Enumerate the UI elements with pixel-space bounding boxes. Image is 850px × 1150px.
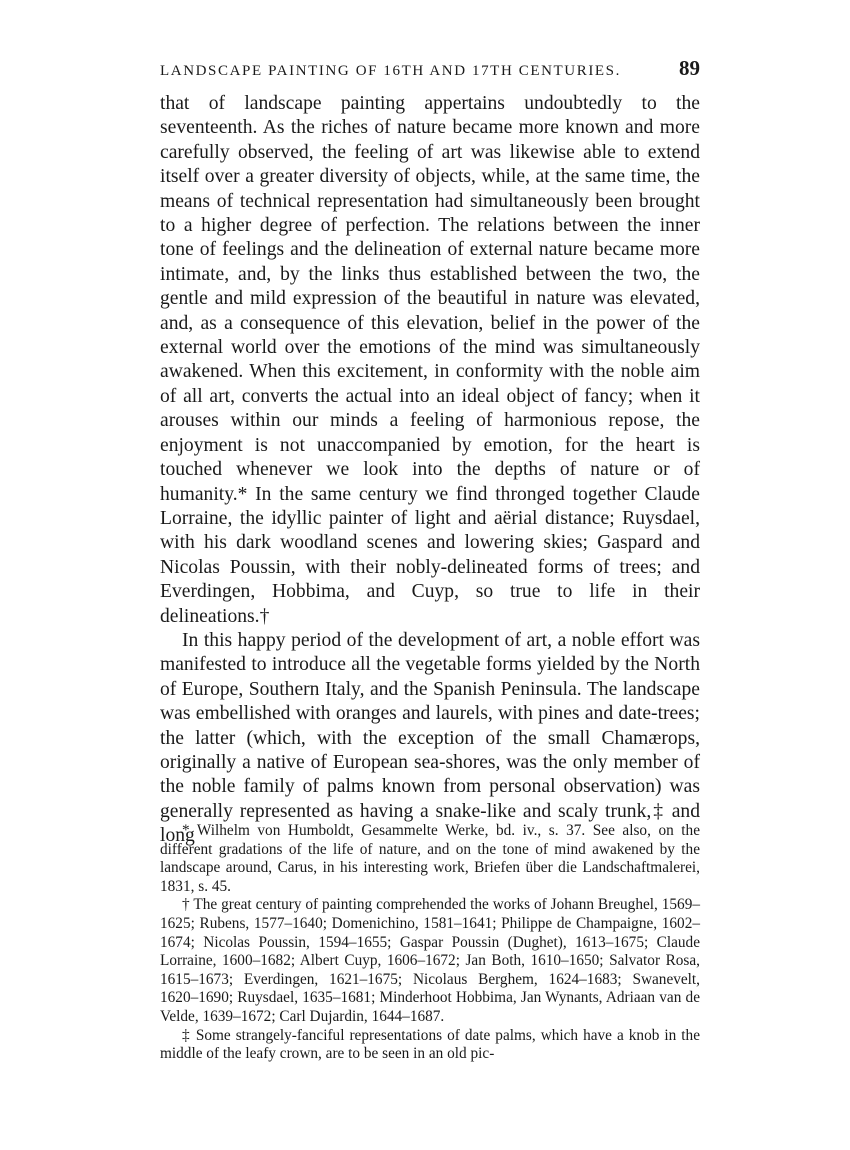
footnotes bbox=[160, 822, 700, 1064]
running-head bbox=[160, 56, 700, 81]
body-text bbox=[160, 92, 700, 849]
footnote: † The great century of painting comprehended the works of Johann Breughel, 1569–1625; Rubens, 1577–1640; Domenichino, 1581–1641; Philippe de Champaigne, 1602–1674; Nicolas Poussin, 1594–1655; Gaspar Poussin (Dughet), 1613–1675; Claude Lorraine, 1600–1682; Albert Cuyp, 1606–1672; Jan Both, 1610–1650; Salvator Rosa, 1615–1673; Everdingen, 1621–1675; Nicolaus Berghem, 1624–1683; Swanevelt, 1620–1690; Ruysdael, 1635–1681; Minderhoot Hobbima, Jan Wynants, Adriaan van de Velde, 1639–1672; Carl Dujardin, 1644–1687. bbox=[160, 896, 700, 1025]
footnote: * Wilhelm von Humboldt, Gesammelte Werke, bd. iv., s. 37. See also, on the different gradations of the life of nature, and on the tone of mind awakened by the landscape around, Carus, in his interesting work, Briefen über die Landschaftmalerei, 1831, s. 45. bbox=[160, 822, 700, 895]
footnote: ‡ Some strangely-fanciful representations of date palms, which have a knob in the middle of the leafy crown, are to be seen in an old pic- bbox=[160, 1026, 700, 1063]
running-title: LANDSCAPE PAINTING OF 16TH AND 17TH CENTURIES. bbox=[160, 63, 621, 79]
paragraph: In this happy period of the development of art, a noble effort was manifested to introduce all the vegetable forms yielded by the North of Europe, Southern Italy, and the Spanish Peninsula. The landscape was embellished with oranges and laurels, with pines and date-trees; the latter (which, with the exception of the small Chamærops, originally a native of European sea-shores, was the only member of the noble family of palms known from personal observation) was generally represented as having a snake-like and scaly trunk,‡ and long bbox=[160, 629, 700, 847]
paragraph: that of landscape painting appertains undoubtedly to the seventeenth. As the riches of nature became more known and more carefully observed, the feeling of art was likewise able to extend itself over a greater diversity of objects, while, at the same time, the means of technical representation had simultaneously been brought to a higher degree of perfection. The relations between the inner tone of feelings and the delineation of external nature became more intimate, and, by the links thus established between the two, the gentle and mild expression of the beautiful in nature was elevated, and, as a consequence of this elevation, belief in the power of the external world over the emotions of the mind was simultaneously awakened. When this excitement, in conformity with the noble aim of all art, converts the actual into an ideal object of fancy; when it arouses within our minds a feeling of harmonious repose, the enjoyment is not unaccompanied by emotion, for the heart is touched whenever we look into the depths of nature or of humanity.* In the same century we find thronged together Claude Lorraine, the idyllic painter of light and aërial distance; Ruysdael, with his dark woodland scenes and lowering skies; Gaspard and Nicolas Poussin, with their nobly-delineated forms of trees; and Everdingen, Hobbima, and Cuyp, so true to life in their delineations.† bbox=[160, 93, 700, 627]
page-number: 89 bbox=[679, 56, 700, 80]
